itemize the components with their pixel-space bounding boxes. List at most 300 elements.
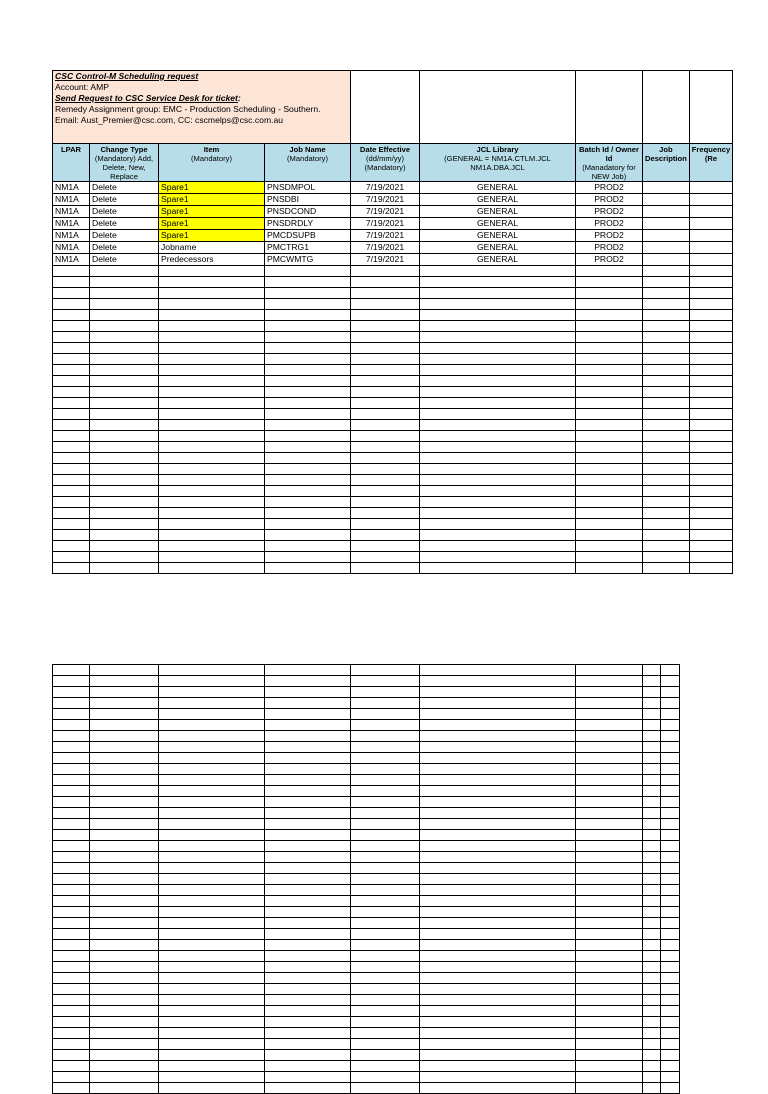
empty-cell[interactable] (643, 896, 661, 907)
empty-cell[interactable] (53, 1050, 90, 1061)
empty-cell[interactable] (265, 775, 351, 786)
empty-cell[interactable] (661, 962, 680, 973)
empty-cell[interactable] (53, 299, 90, 310)
empty-cell[interactable] (351, 453, 420, 464)
job-name-cell[interactable]: PNSDRDLY (265, 218, 351, 230)
empty-cell[interactable] (643, 676, 661, 687)
empty-cell[interactable] (661, 665, 680, 676)
empty-cell[interactable] (576, 387, 643, 398)
empty-cell[interactable] (661, 753, 680, 764)
empty-cell[interactable] (420, 852, 576, 863)
empty-cell[interactable] (265, 940, 351, 951)
empty-cell[interactable] (420, 687, 576, 698)
job-name-cell[interactable]: PNSDMPOL (265, 182, 351, 194)
empty-cell[interactable] (53, 431, 90, 442)
empty-cell[interactable] (265, 764, 351, 775)
empty-cell[interactable] (420, 676, 576, 687)
empty-cell[interactable] (576, 929, 643, 940)
empty-cell[interactable] (420, 365, 576, 376)
empty-cell[interactable] (643, 918, 661, 929)
empty-cell[interactable] (643, 552, 690, 563)
empty-cell[interactable] (159, 288, 265, 299)
empty-cell[interactable] (53, 984, 90, 995)
empty-cell[interactable] (689, 343, 732, 354)
empty-cell[interactable] (576, 1017, 643, 1028)
empty-cell[interactable] (576, 508, 643, 519)
empty-cell[interactable] (689, 332, 732, 343)
empty-cell[interactable] (53, 797, 90, 808)
empty-cell[interactable] (90, 764, 159, 775)
empty-cell[interactable] (689, 508, 732, 519)
empty-cell[interactable] (420, 1006, 576, 1017)
empty-cell[interactable] (265, 365, 351, 376)
empty-cell[interactable] (90, 808, 159, 819)
jcl-library-cell[interactable]: GENERAL (420, 218, 576, 230)
empty-cell[interactable] (351, 530, 420, 541)
empty-cell[interactable] (53, 709, 90, 720)
empty-cell[interactable] (265, 310, 351, 321)
empty-cell[interactable] (265, 698, 351, 709)
empty-cell[interactable] (420, 321, 576, 332)
frequency-cell[interactable] (689, 230, 732, 242)
empty-cell[interactable] (661, 742, 680, 753)
empty-cell[interactable] (643, 519, 690, 530)
empty-cell[interactable] (90, 519, 159, 530)
empty-cell[interactable] (159, 929, 265, 940)
empty-cell[interactable] (643, 332, 690, 343)
empty-cell[interactable] (420, 519, 576, 530)
empty-cell[interactable] (53, 420, 90, 431)
empty-cell[interactable] (53, 354, 90, 365)
date-effective-cell[interactable]: 7/19/2021 (351, 206, 420, 218)
empty-cell[interactable] (351, 387, 420, 398)
empty-cell[interactable] (265, 552, 351, 563)
empty-cell[interactable] (90, 486, 159, 497)
empty-cell[interactable] (265, 398, 351, 409)
empty-cell[interactable] (90, 431, 159, 442)
job-description-cell[interactable] (643, 182, 690, 194)
empty-cell[interactable] (159, 907, 265, 918)
empty-cell[interactable] (689, 409, 732, 420)
empty-cell[interactable] (689, 519, 732, 530)
empty-cell[interactable] (159, 277, 265, 288)
empty-cell[interactable] (643, 720, 661, 731)
empty-cell[interactable] (53, 552, 90, 563)
empty-cell[interactable] (159, 1006, 265, 1017)
empty-cell[interactable] (159, 709, 265, 720)
empty-cell[interactable] (90, 918, 159, 929)
empty-cell[interactable] (90, 742, 159, 753)
empty-cell[interactable] (643, 819, 661, 830)
empty-cell[interactable] (53, 885, 90, 896)
empty-cell[interactable] (576, 420, 643, 431)
empty-cell[interactable] (265, 354, 351, 365)
empty-cell[interactable] (351, 464, 420, 475)
empty-cell[interactable] (351, 288, 420, 299)
empty-cell[interactable] (265, 519, 351, 530)
empty-cell[interactable] (420, 1017, 576, 1028)
empty-cell[interactable] (576, 1006, 643, 1017)
empty-cell[interactable] (420, 530, 576, 541)
empty-cell[interactable] (351, 742, 420, 753)
empty-cell[interactable] (90, 819, 159, 830)
empty-cell[interactable] (90, 398, 159, 409)
empty-cell[interactable] (576, 1072, 643, 1083)
empty-cell[interactable] (159, 797, 265, 808)
empty-cell[interactable] (420, 409, 576, 420)
item-cell[interactable]: Predecessors (159, 254, 265, 266)
empty-cell[interactable] (265, 431, 351, 442)
empty-cell[interactable] (420, 797, 576, 808)
empty-cell[interactable] (643, 1039, 661, 1050)
empty-cell[interactable] (90, 508, 159, 519)
empty-cell[interactable] (351, 1006, 420, 1017)
empty-cell[interactable] (265, 343, 351, 354)
empty-cell[interactable] (420, 1039, 576, 1050)
empty-cell[interactable] (643, 742, 661, 753)
empty-cell[interactable] (420, 552, 576, 563)
empty-cell[interactable] (159, 519, 265, 530)
empty-cell[interactable] (420, 431, 576, 442)
empty-cell[interactable] (576, 497, 643, 508)
empty-cell[interactable] (643, 541, 690, 552)
empty-cell[interactable] (90, 321, 159, 332)
empty-cell[interactable] (689, 365, 732, 376)
empty-cell[interactable] (689, 563, 732, 574)
empty-cell[interactable] (53, 1061, 90, 1072)
empty-cell[interactable] (420, 918, 576, 929)
empty-cell[interactable] (576, 753, 643, 764)
empty-cell[interactable] (90, 665, 159, 676)
empty-cell[interactable] (351, 563, 420, 574)
empty-cell[interactable] (576, 665, 643, 676)
empty-cell[interactable] (265, 830, 351, 841)
empty-cell[interactable] (420, 1061, 576, 1072)
empty-cell[interactable] (661, 918, 680, 929)
empty-cell[interactable] (576, 874, 643, 885)
empty-cell[interactable] (576, 332, 643, 343)
empty-cell[interactable] (643, 786, 661, 797)
empty-cell[interactable] (576, 852, 643, 863)
empty-cell[interactable] (159, 310, 265, 321)
empty-cell[interactable] (53, 343, 90, 354)
empty-cell[interactable] (661, 698, 680, 709)
empty-cell[interactable] (643, 775, 661, 786)
empty-cell[interactable] (643, 995, 661, 1006)
batch-id-cell[interactable]: PROD2 (576, 182, 643, 194)
empty-cell[interactable] (576, 431, 643, 442)
empty-cell[interactable] (53, 519, 90, 530)
change-type-cell[interactable]: Delete (90, 206, 159, 218)
empty-cell[interactable] (351, 918, 420, 929)
empty-cell[interactable] (265, 1028, 351, 1039)
lpar-cell[interactable]: NM1A (53, 194, 90, 206)
empty-cell[interactable] (159, 453, 265, 464)
date-effective-cell[interactable]: 7/19/2021 (351, 254, 420, 266)
empty-cell[interactable] (90, 387, 159, 398)
empty-cell[interactable] (661, 885, 680, 896)
empty-cell[interactable] (90, 984, 159, 995)
empty-cell[interactable] (420, 885, 576, 896)
empty-cell[interactable] (576, 321, 643, 332)
empty-cell[interactable] (576, 464, 643, 475)
empty-cell[interactable] (159, 266, 265, 277)
empty-cell[interactable] (265, 907, 351, 918)
empty-cell[interactable] (159, 687, 265, 698)
empty-cell[interactable] (576, 962, 643, 973)
empty-cell[interactable] (351, 863, 420, 874)
empty-cell[interactable] (689, 431, 732, 442)
empty-cell[interactable] (576, 552, 643, 563)
empty-cell[interactable] (351, 830, 420, 841)
empty-cell[interactable] (643, 797, 661, 808)
empty-cell[interactable] (159, 1039, 265, 1050)
empty-cell[interactable] (265, 475, 351, 486)
batch-id-cell[interactable]: PROD2 (576, 254, 643, 266)
empty-cell[interactable] (159, 720, 265, 731)
empty-cell[interactable] (689, 530, 732, 541)
lpar-cell[interactable]: NM1A (53, 242, 90, 254)
empty-cell[interactable] (351, 885, 420, 896)
batch-id-cell[interactable]: PROD2 (576, 194, 643, 206)
empty-cell[interactable] (689, 464, 732, 475)
empty-cell[interactable] (53, 940, 90, 951)
empty-cell[interactable] (159, 332, 265, 343)
empty-cell[interactable] (90, 962, 159, 973)
empty-cell[interactable] (53, 563, 90, 574)
empty-cell[interactable] (265, 1017, 351, 1028)
empty-cell[interactable] (420, 764, 576, 775)
empty-cell[interactable] (643, 299, 690, 310)
empty-cell[interactable] (53, 365, 90, 376)
lpar-cell[interactable]: NM1A (53, 218, 90, 230)
empty-cell[interactable] (576, 819, 643, 830)
empty-cell[interactable] (265, 874, 351, 885)
empty-cell[interactable] (351, 731, 420, 742)
empty-cell[interactable] (643, 508, 690, 519)
empty-cell[interactable] (90, 885, 159, 896)
empty-cell[interactable] (53, 508, 90, 519)
change-type-cell[interactable]: Delete (90, 218, 159, 230)
empty-cell[interactable] (265, 797, 351, 808)
empty-cell[interactable] (576, 1039, 643, 1050)
empty-cell[interactable] (689, 497, 732, 508)
empty-cell[interactable] (576, 376, 643, 387)
empty-cell[interactable] (90, 797, 159, 808)
frequency-cell[interactable] (689, 218, 732, 230)
empty-cell[interactable] (90, 698, 159, 709)
empty-cell[interactable] (643, 530, 690, 541)
empty-cell[interactable] (90, 896, 159, 907)
item-cell[interactable]: Spare1 (159, 194, 265, 206)
empty-cell[interactable] (90, 676, 159, 687)
empty-cell[interactable] (265, 486, 351, 497)
empty-cell[interactable] (420, 709, 576, 720)
empty-cell[interactable] (53, 720, 90, 731)
empty-cell[interactable] (661, 995, 680, 1006)
empty-cell[interactable] (351, 676, 420, 687)
empty-cell[interactable] (351, 310, 420, 321)
empty-cell[interactable] (351, 797, 420, 808)
empty-cell[interactable] (53, 742, 90, 753)
empty-cell[interactable] (661, 676, 680, 687)
empty-cell[interactable] (265, 332, 351, 343)
empty-cell[interactable] (576, 365, 643, 376)
empty-cell[interactable] (643, 1072, 661, 1083)
empty-cell[interactable] (661, 830, 680, 841)
empty-cell[interactable] (576, 984, 643, 995)
change-type-cell[interactable]: Delete (90, 194, 159, 206)
empty-cell[interactable] (159, 398, 265, 409)
empty-cell[interactable] (159, 1061, 265, 1072)
empty-cell[interactable] (420, 731, 576, 742)
empty-cell[interactable] (53, 530, 90, 541)
empty-cell[interactable] (159, 552, 265, 563)
empty-cell[interactable] (643, 321, 690, 332)
empty-cell[interactable] (576, 830, 643, 841)
empty-cell[interactable] (265, 563, 351, 574)
empty-cell[interactable] (576, 676, 643, 687)
empty-cell[interactable] (420, 863, 576, 874)
empty-cell[interactable] (159, 1050, 265, 1061)
frequency-cell[interactable] (689, 206, 732, 218)
empty-cell[interactable] (265, 409, 351, 420)
empty-cell[interactable] (576, 731, 643, 742)
empty-cell[interactable] (576, 973, 643, 984)
empty-cell[interactable] (159, 442, 265, 453)
empty-cell[interactable] (661, 1028, 680, 1039)
empty-cell[interactable] (265, 676, 351, 687)
empty-cell[interactable] (661, 929, 680, 940)
empty-cell[interactable] (576, 1050, 643, 1061)
empty-cell[interactable] (643, 830, 661, 841)
empty-cell[interactable] (90, 874, 159, 885)
empty-cell[interactable] (643, 665, 661, 676)
change-type-cell[interactable]: Delete (90, 254, 159, 266)
empty-cell[interactable] (159, 464, 265, 475)
empty-cell[interactable] (53, 995, 90, 1006)
empty-cell[interactable] (159, 896, 265, 907)
empty-cell[interactable] (53, 687, 90, 698)
change-type-cell[interactable]: Delete (90, 182, 159, 194)
empty-cell[interactable] (420, 940, 576, 951)
empty-cell[interactable] (420, 720, 576, 731)
empty-cell[interactable] (661, 907, 680, 918)
empty-cell[interactable] (643, 343, 690, 354)
empty-cell[interactable] (265, 1006, 351, 1017)
empty-cell[interactable] (90, 442, 159, 453)
empty-cell[interactable] (576, 841, 643, 852)
frequency-cell[interactable] (689, 242, 732, 254)
empty-cell[interactable] (159, 819, 265, 830)
empty-cell[interactable] (420, 387, 576, 398)
change-type-cell[interactable]: Delete (90, 230, 159, 242)
batch-id-cell[interactable]: PROD2 (576, 206, 643, 218)
empty-cell[interactable] (90, 1028, 159, 1039)
empty-cell[interactable] (351, 929, 420, 940)
empty-cell[interactable] (689, 453, 732, 464)
empty-cell[interactable] (159, 387, 265, 398)
empty-cell[interactable] (643, 852, 661, 863)
empty-cell[interactable] (90, 1050, 159, 1061)
empty-cell[interactable] (265, 442, 351, 453)
empty-cell[interactable] (661, 951, 680, 962)
empty-cell[interactable] (643, 863, 661, 874)
jcl-library-cell[interactable]: GENERAL (420, 242, 576, 254)
empty-cell[interactable] (420, 929, 576, 940)
empty-cell[interactable] (90, 464, 159, 475)
empty-cell[interactable] (689, 552, 732, 563)
empty-cell[interactable] (689, 398, 732, 409)
empty-cell[interactable] (90, 1039, 159, 1050)
empty-cell[interactable] (643, 1061, 661, 1072)
empty-cell[interactable] (265, 321, 351, 332)
empty-cell[interactable] (53, 731, 90, 742)
frequency-cell[interactable] (689, 182, 732, 194)
empty-cell[interactable] (643, 420, 690, 431)
empty-cell[interactable] (351, 486, 420, 497)
empty-cell[interactable] (159, 665, 265, 676)
empty-cell[interactable] (159, 1028, 265, 1039)
empty-cell[interactable] (576, 885, 643, 896)
empty-cell[interactable] (159, 420, 265, 431)
empty-cell[interactable] (53, 398, 90, 409)
empty-cell[interactable] (643, 497, 690, 508)
lpar-cell[interactable]: NM1A (53, 206, 90, 218)
empty-cell[interactable] (159, 497, 265, 508)
empty-cell[interactable] (265, 808, 351, 819)
empty-cell[interactable] (689, 321, 732, 332)
empty-cell[interactable] (576, 742, 643, 753)
empty-cell[interactable] (53, 830, 90, 841)
empty-cell[interactable] (643, 464, 690, 475)
empty-cell[interactable] (265, 277, 351, 288)
empty-cell[interactable] (351, 354, 420, 365)
empty-cell[interactable] (420, 442, 576, 453)
empty-cell[interactable] (351, 1061, 420, 1072)
empty-cell[interactable] (420, 453, 576, 464)
empty-cell[interactable] (661, 731, 680, 742)
item-cell[interactable]: Spare1 (159, 230, 265, 242)
jcl-library-cell[interactable]: GENERAL (420, 254, 576, 266)
empty-cell[interactable] (576, 1028, 643, 1039)
empty-cell[interactable] (159, 541, 265, 552)
empty-cell[interactable] (90, 973, 159, 984)
empty-cell[interactable] (661, 973, 680, 984)
empty-cell[interactable] (643, 973, 661, 984)
empty-cell[interactable] (351, 764, 420, 775)
empty-cell[interactable] (265, 266, 351, 277)
empty-cell[interactable] (159, 1072, 265, 1083)
empty-cell[interactable] (689, 486, 732, 497)
empty-cell[interactable] (643, 376, 690, 387)
empty-cell[interactable] (420, 1072, 576, 1083)
empty-cell[interactable] (53, 277, 90, 288)
empty-cell[interactable] (159, 742, 265, 753)
empty-cell[interactable] (53, 907, 90, 918)
empty-cell[interactable] (159, 1017, 265, 1028)
empty-cell[interactable] (643, 687, 661, 698)
empty-cell[interactable] (643, 1028, 661, 1039)
empty-cell[interactable] (420, 288, 576, 299)
empty-cell[interactable] (351, 1017, 420, 1028)
empty-cell[interactable] (576, 530, 643, 541)
empty-cell[interactable] (643, 709, 661, 720)
empty-cell[interactable] (351, 299, 420, 310)
empty-cell[interactable] (576, 808, 643, 819)
empty-cell[interactable] (159, 973, 265, 984)
empty-cell[interactable] (643, 808, 661, 819)
